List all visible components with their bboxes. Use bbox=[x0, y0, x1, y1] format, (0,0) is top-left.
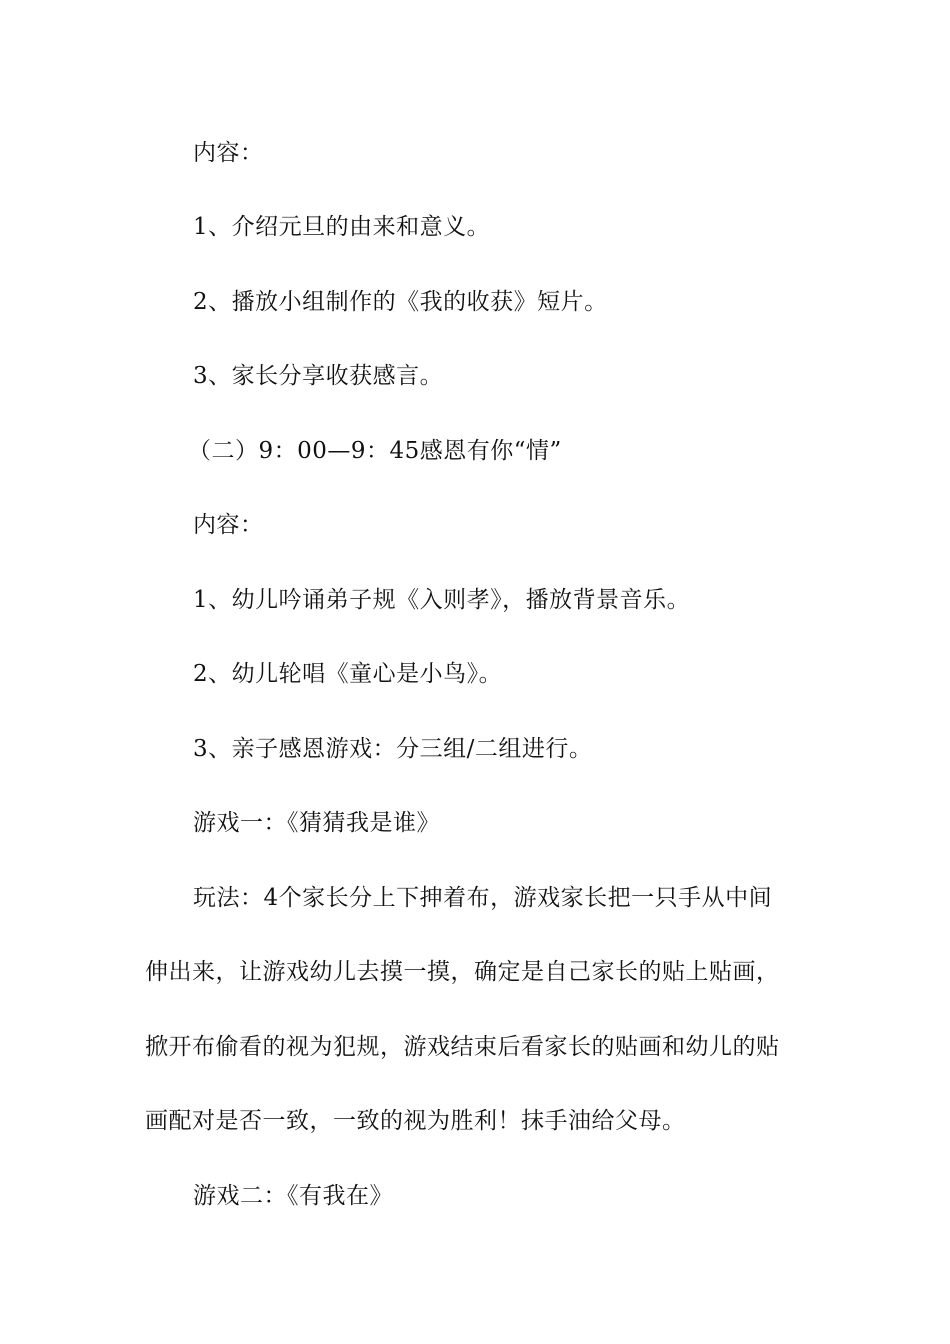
section-heading: （二）9：00—9：45感恩有你“情” bbox=[188, 438, 562, 464]
game-one-title: 游戏一：《猜猜我是谁》 bbox=[193, 810, 440, 836]
list-item-6: 3、亲子感恩游戏：分三组/二组进行。 bbox=[193, 736, 593, 762]
list-item-4: 1、幼儿吟诵弟子规《入则孝》，播放背景音乐。 bbox=[193, 587, 691, 613]
list-item-3: 3、家长分享收获感言。 bbox=[193, 363, 444, 389]
rules-line-2: 伸出来，让游戏幼儿去摸一摸，确定是自己家长的贴上贴画， bbox=[145, 959, 780, 985]
rules-line-1: 玩法：4个家长分上下抻着布，游戏家长把一只手从中间 bbox=[193, 885, 773, 911]
list-item-5: 2、幼儿轮唱《童心是小鸟》。 bbox=[193, 661, 503, 687]
game-two-title: 游戏二：《有我在》 bbox=[193, 1183, 393, 1209]
content-heading-1: 内容： bbox=[193, 140, 264, 166]
list-item-1: 1、介绍元旦的由来和意义。 bbox=[193, 214, 491, 240]
rules-line-3: 掀开布偷看的视为犯规，游戏结束后看家长的贴画和幼儿的贴 bbox=[145, 1034, 780, 1060]
rules-line-4: 画配对是否一致，一致的视为胜利！抹手油给父母。 bbox=[145, 1108, 686, 1134]
content-heading-2: 内容： bbox=[193, 512, 264, 538]
list-item-2: 2、播放小组制作的《我的收获》短片。 bbox=[193, 289, 608, 315]
